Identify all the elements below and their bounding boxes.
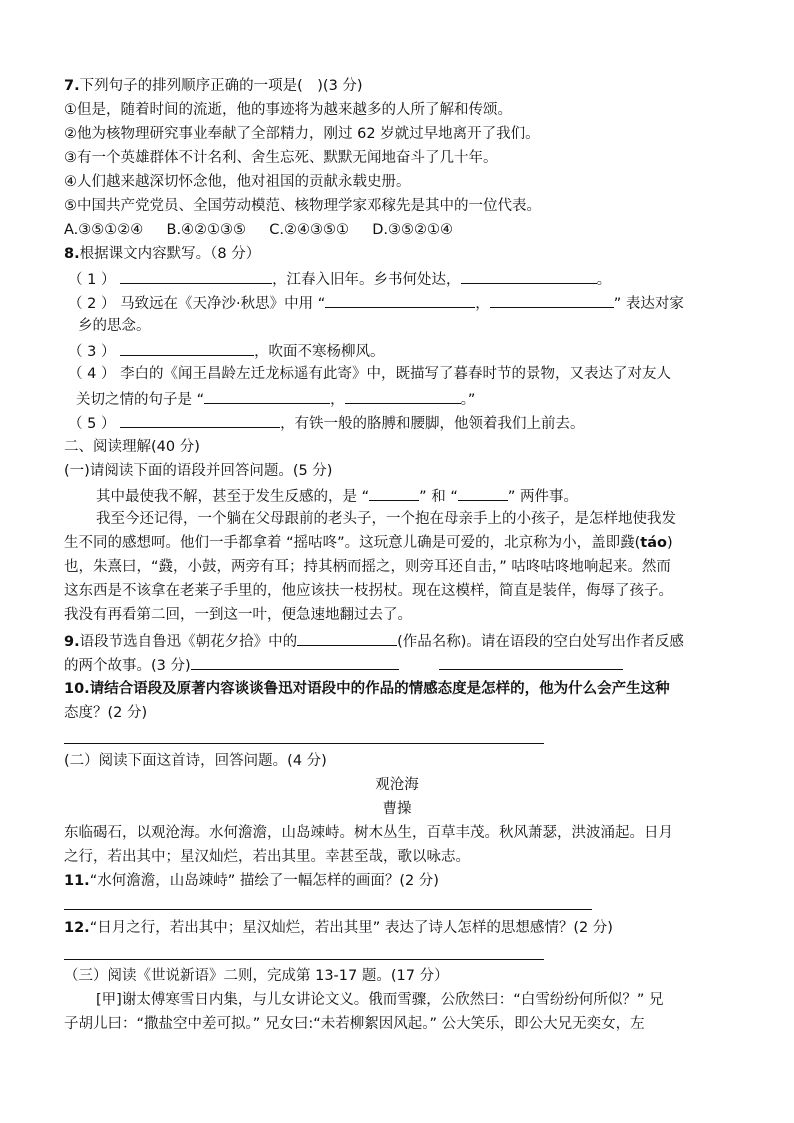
pinyin-tao: táo [640,535,667,551]
q7-option-b[interactable]: B.④②①③⑤ [166,222,247,238]
q8-item-1 [68,268,611,290]
q8-item-2-blank-2[interactable] [490,292,614,308]
q8-item-5 [68,412,585,434]
poem-title: 观沧海 [375,777,419,793]
passage-2-line-3: 也，朱熹曰，“鼗，小鼓，两旁有耳；持其柄而摇之，则旁耳还自击，” 咕咚咕咚地响起来。然而 [64,559,671,575]
passage-2-text: 生不同的感想呵。他们一手都拿着 “摇咕咚”。这玩意儿确是可爱的，北京称为小，盖即鼗( [64,535,641,551]
q12-text: “日月之行，若出其中；星汉灿烂，若出其里” 表达了诗人怎样的思想感情？(2 分) [89,920,613,936]
poem-author: 曹操 [382,801,412,817]
q8-item-4-end: 。” [460,392,476,408]
q8-item-5-label: （ 5 ） [68,416,116,432]
section-1-title: (一)请阅读下面的语段并回答问题。(5 分) [64,463,333,479]
q7-sentence-5: ⑤中国共产党党员、全国劳动模范、核物理学家邓稼先是其中的一位代表。 [64,198,541,214]
q8-item-4 [68,364,671,384]
q8-item-1-blank-2[interactable] [461,268,597,284]
q8-item-1-end: 。 [596,272,612,288]
section-2-title: (二）阅读下面这首诗，回答问题。(4 分) [64,753,327,769]
q8-item-2-comma: ， [475,296,490,312]
q10-line-1 [64,679,670,699]
q8-item-4-text: 李白的《闻王昌龄左迁龙标遥有此寄》中，既描写了暮春时节的景物，又表达了对友人 [120,366,672,382]
q9-line-1 [64,630,684,652]
passage-1-text-c: ” 两件事。 [507,489,578,505]
q7-sentence-3: ③有一个英雄群体不计名利、舍生忘死、默默无闻地奋斗了几十年。 [64,150,498,166]
q8-item-4-label: （ 4 ） [68,366,116,382]
passage-2-line-4: 这东西是不该拿在老莱子手里的，他应该扶一枝拐杖。现在这模样，简直是装佯，侮辱了孩子。 [64,583,673,599]
q8-item-1-text: ，江春入旧年。乡书何处达， [272,272,461,288]
q9-text-b: (作品名称)。请在语段的空白处写出作者反感 [397,634,684,650]
q7-option-d[interactable]: D.③⑤②①④ [372,222,454,238]
q8-item-5-blank[interactable] [120,412,280,428]
passage-2-line-1: 我至今还记得，一个躺在父母跟前的老头子，一个抱在母亲手上的小孩子，是怎样地使我发 [96,511,676,527]
q11-number: 11. [64,873,90,889]
q7-options [64,220,453,240]
section-3-line-1: [甲]谢太傅寒雪日内集，与儿女讲论文义。俄而雪骤，公欣然曰：“白雪纷纷何所似？” 兄 [96,992,664,1008]
passage-1-line-1 [96,485,578,507]
passage-1-blank-2[interactable] [458,485,508,501]
q8-item-4-blank-2[interactable] [345,388,461,404]
q10-number: 10. [64,681,90,697]
q8-item-4-comma: ， [330,392,345,408]
q9-text-c: 的两个故事。(3 分) [64,658,191,674]
q8-stem-text: 根据课文内容默写。（8 分） [79,246,261,262]
poem-line-2: 之行，若出其中；星汉灿烂，若出其里。幸甚至哉，歌以咏志。 [64,849,470,865]
q9-blank-story-2[interactable] [439,654,623,670]
q7-stem [64,76,363,96]
q8-item-2-text: 马致远在《天净沙·秋思》中用 “ [120,296,326,312]
q10-line-2: 态度？(2 分) [64,705,148,721]
q9-blank-title[interactable] [297,630,397,646]
q8-item-3-blank[interactable] [120,340,254,356]
q12-answer-line[interactable] [64,959,544,960]
q10-answer-line[interactable] [64,743,544,744]
q8-number: 8. [64,246,80,262]
part2-heading: 二、阅读理解(40 分) [64,439,200,455]
q8-item-2-text-end: ” 表达对家 [613,296,684,312]
section-3-line-2: 子胡儿曰：“撒盐空中差可拟。” 兄女曰:“未若柳絮因风起。” 公大笑乐，即公大兄无奕女，左 [64,1016,645,1032]
q11-line [64,871,439,891]
passage-2-line-2 [64,533,673,553]
q11-answer-line[interactable] [64,909,592,910]
q7-number: 7. [64,78,80,94]
q8-item-1-blank-1[interactable] [120,268,272,284]
q9-blank-story-1[interactable] [191,654,399,670]
poem-line-1: 东临碣石，以观沧海。水何澹澹，山岛竦峙。树木丛生，百草丰茂。秋风萧瑟，洪波涌起。日月 [64,825,673,841]
q8-item-4-text-2: 关切之情的句子是 “ [76,392,205,408]
q7-sentence-1: ①但是，随着时间的流逝，他的事迹将为越来越多的人所了解和传颂。 [64,102,512,118]
q8-item-3-label: （ 3 ） [68,344,116,360]
q9-number: 9. [64,634,80,650]
q9-line-2 [64,654,623,676]
passage-2-paren: ) [666,535,673,551]
q8-item-1-label: （ 1 ） [68,272,116,288]
q7-stem-text: 下列句子的排列顺序正确的一项是( )(3 分) [79,78,363,94]
q8-stem [64,244,260,264]
section-3-title: （三）阅读《世说新语》二则，完成第 13-17 题。(17 分） [64,968,449,984]
passage-2-line-5: 我没有再看第二回，一到这一叶，便急速地翻过去了。 [64,607,412,623]
passage-1-text-b: ” 和 “ [419,489,458,505]
q8-item-4-blank-1[interactable] [204,388,330,404]
q11-text: “水何澹澹，山岛竦峙” 描绘了一幅怎样的画面？(2 分) [89,873,439,889]
q7-option-c[interactable]: C.②④③⑤① [269,222,350,238]
q8-item-3 [68,340,385,362]
passage-1-text-a: 其中最使我不解，甚至于发生反感的，是 “ [96,489,370,505]
passage-1-blank-1[interactable] [369,485,419,501]
q8-item-2 [68,292,684,314]
q8-item-2-label: （ 2 ） [68,296,116,312]
q7-sentence-2: ②他为核物理研究事业奉献了全部精力，刚过 62 岁就过早地离开了我们。 [64,126,540,142]
q12-line [64,918,613,938]
q8-item-2-cont: 乡的思念。 [78,318,151,334]
q8-item-2-blank-1[interactable] [325,292,475,308]
q10-text: 请结合语段及原著内容谈谈鲁迅对语段中的作品的情感态度是怎样的，他为什么会产生这种 [89,681,670,697]
q9-text-a: 语段节选自鲁迅《朝花夕拾》中的 [79,634,298,650]
q8-item-5-text: ，有铁一般的胳膊和腰脚，他领着我们上前去。 [280,416,585,432]
q7-option-a[interactable]: A.③⑤①②④ [64,222,144,238]
q7-sentence-4: ④人们越来越深切怀念他，他对祖国的贡献永载史册。 [64,174,411,190]
q8-item-3-text: ，吹面不寒杨柳风。 [254,344,385,360]
q8-item-4-cont [76,388,475,410]
q12-number: 12. [64,920,90,936]
